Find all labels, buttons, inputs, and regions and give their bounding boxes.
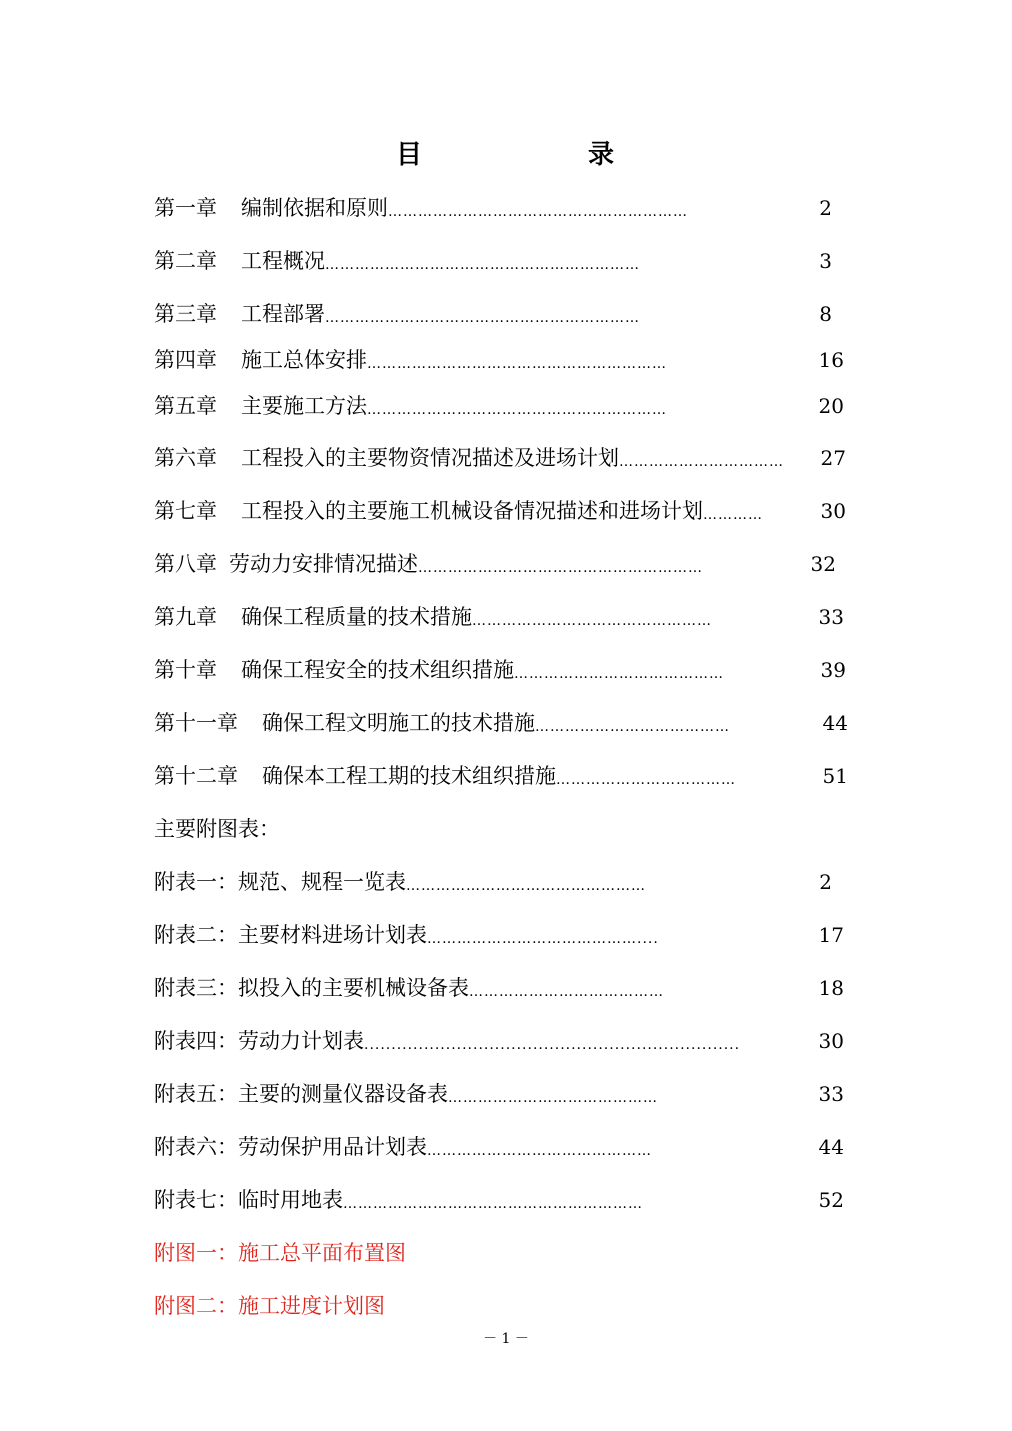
toc-entry-chapter-3[interactable] xyxy=(154,299,832,329)
table-title: 劳动力计划表 xyxy=(238,1029,364,1053)
title-char-1: 目 xyxy=(396,140,423,170)
chapter-title: 工程投入的主要物资情况描述及进场计划 xyxy=(241,446,619,470)
figure-title: 施工进度计划图 xyxy=(238,1294,385,1318)
table-title: 主要的测量仪器设备表 xyxy=(238,1082,448,1106)
chapter-number: 第十二章 xyxy=(154,764,238,788)
toc-entry-chapter-7[interactable] xyxy=(154,496,846,526)
chapter-title: 工程投入的主要施工机械设备情况描述和进场计划 xyxy=(241,499,703,523)
page-ref: 20 xyxy=(818,394,844,418)
chapter-number: 第十章 xyxy=(154,658,217,682)
table-label: 附表六： xyxy=(154,1135,238,1159)
dot-leader: ………………………………………………… xyxy=(418,560,703,576)
dot-leader: …………………………………………………… xyxy=(367,402,667,418)
toc-entry-table-2[interactable] xyxy=(154,920,844,950)
toc-entry-figure-2[interactable] xyxy=(154,1291,385,1321)
toc-entry-chapter-4[interactable] xyxy=(154,345,844,375)
toc-entry-table-7[interactable] xyxy=(154,1185,844,1215)
toc-entry-chapter-9[interactable] xyxy=(154,602,844,632)
dot-leader: …………………………………… xyxy=(514,666,724,682)
table-title: 临时用地表 xyxy=(238,1188,343,1212)
page-ref: 33 xyxy=(818,605,844,629)
page-ref: 52 xyxy=(818,1188,844,1212)
table-title: 劳动保护用品计划表 xyxy=(238,1135,427,1159)
chapter-number: 第五章 xyxy=(154,394,217,418)
page-ref: 2 xyxy=(819,196,832,220)
table-label: 附表二： xyxy=(154,923,238,947)
page-ref: 33 xyxy=(818,1082,844,1106)
toc-entry-table-1[interactable] xyxy=(154,867,832,897)
chapter-number: 第七章 xyxy=(154,499,217,523)
toc-entry-chapter-1[interactable] xyxy=(154,193,832,223)
dot-leader: ………… xyxy=(703,507,763,523)
toc-entry-chapter-10[interactable] xyxy=(154,655,846,685)
table-label: 附表四： xyxy=(154,1029,238,1053)
dot-leader: ……………………………………………………… xyxy=(325,257,640,273)
dot-leader: ..................................................................... xyxy=(364,1037,741,1053)
table-label: 附表五： xyxy=(154,1082,238,1106)
dot-leader: ………………………………………… xyxy=(406,878,646,894)
page-ref: 2 xyxy=(819,870,832,894)
chapter-number: 第一章 xyxy=(154,196,217,220)
page-ref: 39 xyxy=(820,658,846,682)
toc-entry-table-3[interactable] xyxy=(154,973,844,1003)
chapter-title: 确保工程安全的技术组织措施 xyxy=(241,658,514,682)
chapter-title: 工程概况 xyxy=(241,249,325,273)
page-ref: 44 xyxy=(818,1135,844,1159)
toc-entry-chapter-11[interactable] xyxy=(154,708,848,738)
dot-leader: ………………………………………… xyxy=(472,613,712,629)
page-ref: 30 xyxy=(818,1029,844,1053)
chapter-number: 第三章 xyxy=(154,302,217,326)
chapter-number: 第八章 xyxy=(154,552,217,576)
toc-entry-chapter-2[interactable] xyxy=(154,246,832,276)
toc-entry-table-5[interactable] xyxy=(154,1079,844,1109)
chapter-number: 第九章 xyxy=(154,605,217,629)
dot-leader: ……………………………… xyxy=(556,772,736,788)
dot-leader: …………………………… xyxy=(619,454,784,470)
page-ref: 30 xyxy=(820,499,846,523)
chapter-number: 第二章 xyxy=(154,249,217,273)
page-number: － 1 － xyxy=(483,1331,529,1347)
page-ref: 8 xyxy=(819,302,832,326)
toc-entry-table-4[interactable] xyxy=(154,1026,844,1056)
page-ref: 27 xyxy=(820,446,846,470)
toc-entry-chapter-12[interactable] xyxy=(154,761,848,791)
chapter-number: 第四章 xyxy=(154,348,217,372)
dot-leader: …………………………………………………… xyxy=(343,1196,643,1212)
page-ref: 44 xyxy=(822,711,848,735)
figure-title: 施工总平面布置图 xyxy=(238,1241,406,1265)
chapter-title: 编制依据和原则 xyxy=(241,196,388,220)
appendix-heading: 主要附图表： xyxy=(154,817,280,841)
toc-entry-figure-1[interactable] xyxy=(154,1238,406,1268)
chapter-title: 劳动力安排情况描述 xyxy=(229,552,418,576)
dot-leader: …………………………………………………… xyxy=(367,356,667,372)
chapter-title: 施工总体安排 xyxy=(241,348,367,372)
toc-entry-chapter-5[interactable] xyxy=(154,391,844,421)
page-ref: 16 xyxy=(818,348,844,372)
dot-leader: ……………………………………………………… xyxy=(325,310,640,326)
chapter-number: 第十一章 xyxy=(154,711,238,735)
table-label: 附表七： xyxy=(154,1188,238,1212)
page-ref: 17 xyxy=(818,923,844,947)
chapter-title: 确保工程文明施工的技术措施 xyxy=(262,711,535,735)
dot-leader: …………………………………………………… xyxy=(388,204,688,220)
chapter-title: 主要施工方法 xyxy=(241,394,367,418)
dot-leader: ……………………………………… xyxy=(427,1143,652,1159)
chapter-title: 确保工程质量的技术措施 xyxy=(241,605,472,629)
toc-entry-chapter-8[interactable] xyxy=(154,549,836,579)
page-ref: 18 xyxy=(818,976,844,1000)
table-label: 附表三： xyxy=(154,976,238,1000)
dot-leader: ………………………………… xyxy=(469,984,664,1000)
page-ref: 3 xyxy=(819,249,832,273)
toc-entry-table-6[interactable] xyxy=(154,1132,844,1162)
page-ref: 32 xyxy=(810,552,836,576)
table-label: 附表一： xyxy=(154,870,238,894)
dot-leader: …………………………………….... xyxy=(427,931,659,947)
dot-leader: ………………………………… xyxy=(535,719,730,735)
figure-label: 附图二： xyxy=(154,1294,238,1318)
chapter-number: 第六章 xyxy=(154,446,217,470)
chapter-title: 工程部署 xyxy=(241,302,325,326)
chapter-title: 确保本工程工期的技术组织措施 xyxy=(262,764,556,788)
table-title: 主要材料进场计划表 xyxy=(238,923,427,947)
title-char-2: 录 xyxy=(588,140,615,170)
figure-label: 附图一： xyxy=(154,1241,238,1265)
table-title: 规范、规程一览表 xyxy=(238,870,406,894)
table-title: 拟投入的主要机械设备表 xyxy=(238,976,469,1000)
page-ref: 51 xyxy=(822,764,848,788)
toc-entry-chapter-6[interactable] xyxy=(154,443,846,473)
dot-leader: …………………………………… xyxy=(448,1090,658,1106)
